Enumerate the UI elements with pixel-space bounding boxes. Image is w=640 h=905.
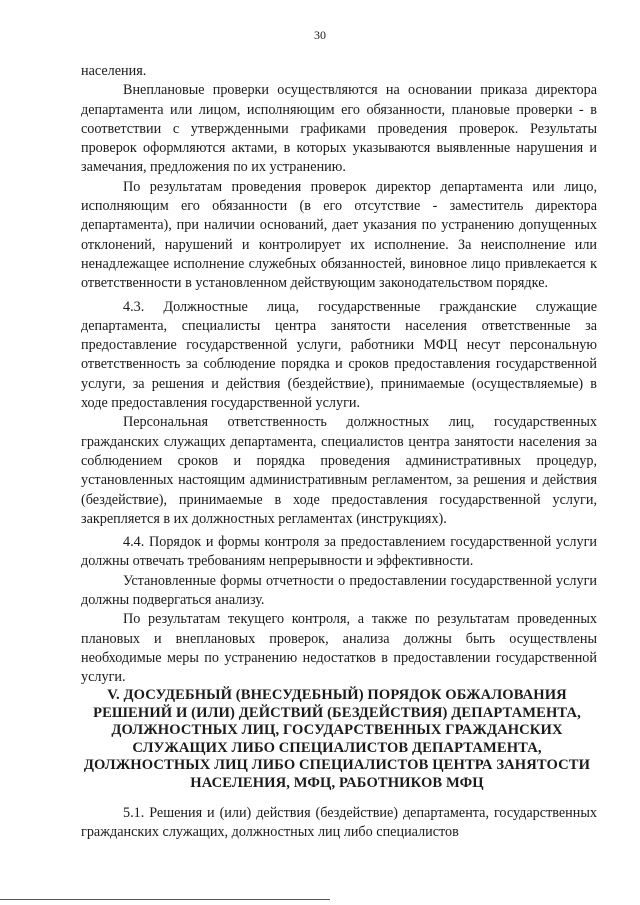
paragraph-5-1: 5.1. Решения и (или) действия (бездействие) департамента, государственных гражданских служащих, должностных лиц либо специалистов — [81, 805, 597, 841]
page-number: 30 — [314, 28, 326, 42]
paragraph-inspection-results: По результатам проведения проверок директор департамента или лицо, исполняющим его обязанности (в его отсутствие - заместитель директора департамента), при наличии оснований, дает указания по устранению допущенных отклонений, нарушений и контролирует их исполнение. За неисполнение или ненадлежащее исполнение служебных обязанностей, виновное лицо привлекается к ответственности в установленном действующим законодательством порядке. — [81, 178, 597, 292]
paragraph-continuation: населения. — [81, 63, 147, 79]
footer-rule — [0, 899, 330, 900]
document-body — [81, 62, 597, 688]
section-body — [81, 804, 597, 843]
paragraph-4-4: 4.4. Порядок и формы контроля за предоставлением государственной услуги должны отвечать требованиям непрерывности и эффективности. — [81, 534, 597, 570]
paragraph-control-results: По результатам текущего контроля, а также по результатам проведенных плановых и внеплановых проверок, анализа должны быть осуществлены необходимые меры по устранению недостатков в предоставлении государственной услуги. — [81, 611, 597, 686]
paragraph-4-3: 4.3. Должностные лица, государственные гражданские служащие департамента, специалисты центра занятости населения ответственные за предоставление государственной услуги, работники МФЦ несут персональную ответственность за соблюдение порядка и сроков предоставления государственной услуги, за решения и действия (бездействие), принимаемые (осуществляемые) в ходе предоставления государственной услуги. — [81, 298, 597, 412]
paragraph-reporting-forms: Установленные формы отчетности о предоставлении государственной услуги должны подвергаться анализу. — [81, 572, 597, 609]
paragraph-personal-responsibility: Персональная ответственность должностных лиц, государственных гражданских служащих департамента, специалистов центра занятости населения за соблюдением сроков и порядка проведения административных процедур, установленных настоящим административным регламентом, за решения и действия (бездействие), принимаемые в ходе предоставления государственной услуги, закрепляется в их должностных регламентах (инструкциях). — [81, 414, 597, 527]
paragraph-unscheduled-inspections: Внеплановые проверки осуществляются на основании приказа директора департамента или лицом, исполняющим его обязанности, плановые проверки - в соответствии с утвержденными графиками проведения проверок. Результаты проверок оформляются актами, в которых указываются выявленные нарушения и замечания, предложения по их устранению. — [81, 82, 597, 176]
section-heading: V. ДОСУДЕБНЫЙ (ВНЕСУДЕБНЫЙ) ПОРЯДОК ОБЖАЛОВАНИЯ РЕШЕНИЙ И (ИЛИ) ДЕЙСТВИЙ (БЕЗДЕЙСТВИЯ) ДЕПАРТАМЕНТА, ДОЛЖНОСТНЫХ ЛИЦ, ГОСУДАРСТВЕННЫХ ГРАЖДАНСКИХ СЛУЖАЩИХ ЛИБО СПЕЦИАЛИСТОВ ДЕПАРТАМЕНТА, ДОЛЖНОСТНЫХ ЛИЦ ЛИБО СПЕЦИАЛИСТОВ ЦЕНТРА ЗАНЯТОСТИ НАСЕЛЕНИЯ, МФЦ, РАБОТНИКОВ МФЦ — [83, 687, 591, 791]
